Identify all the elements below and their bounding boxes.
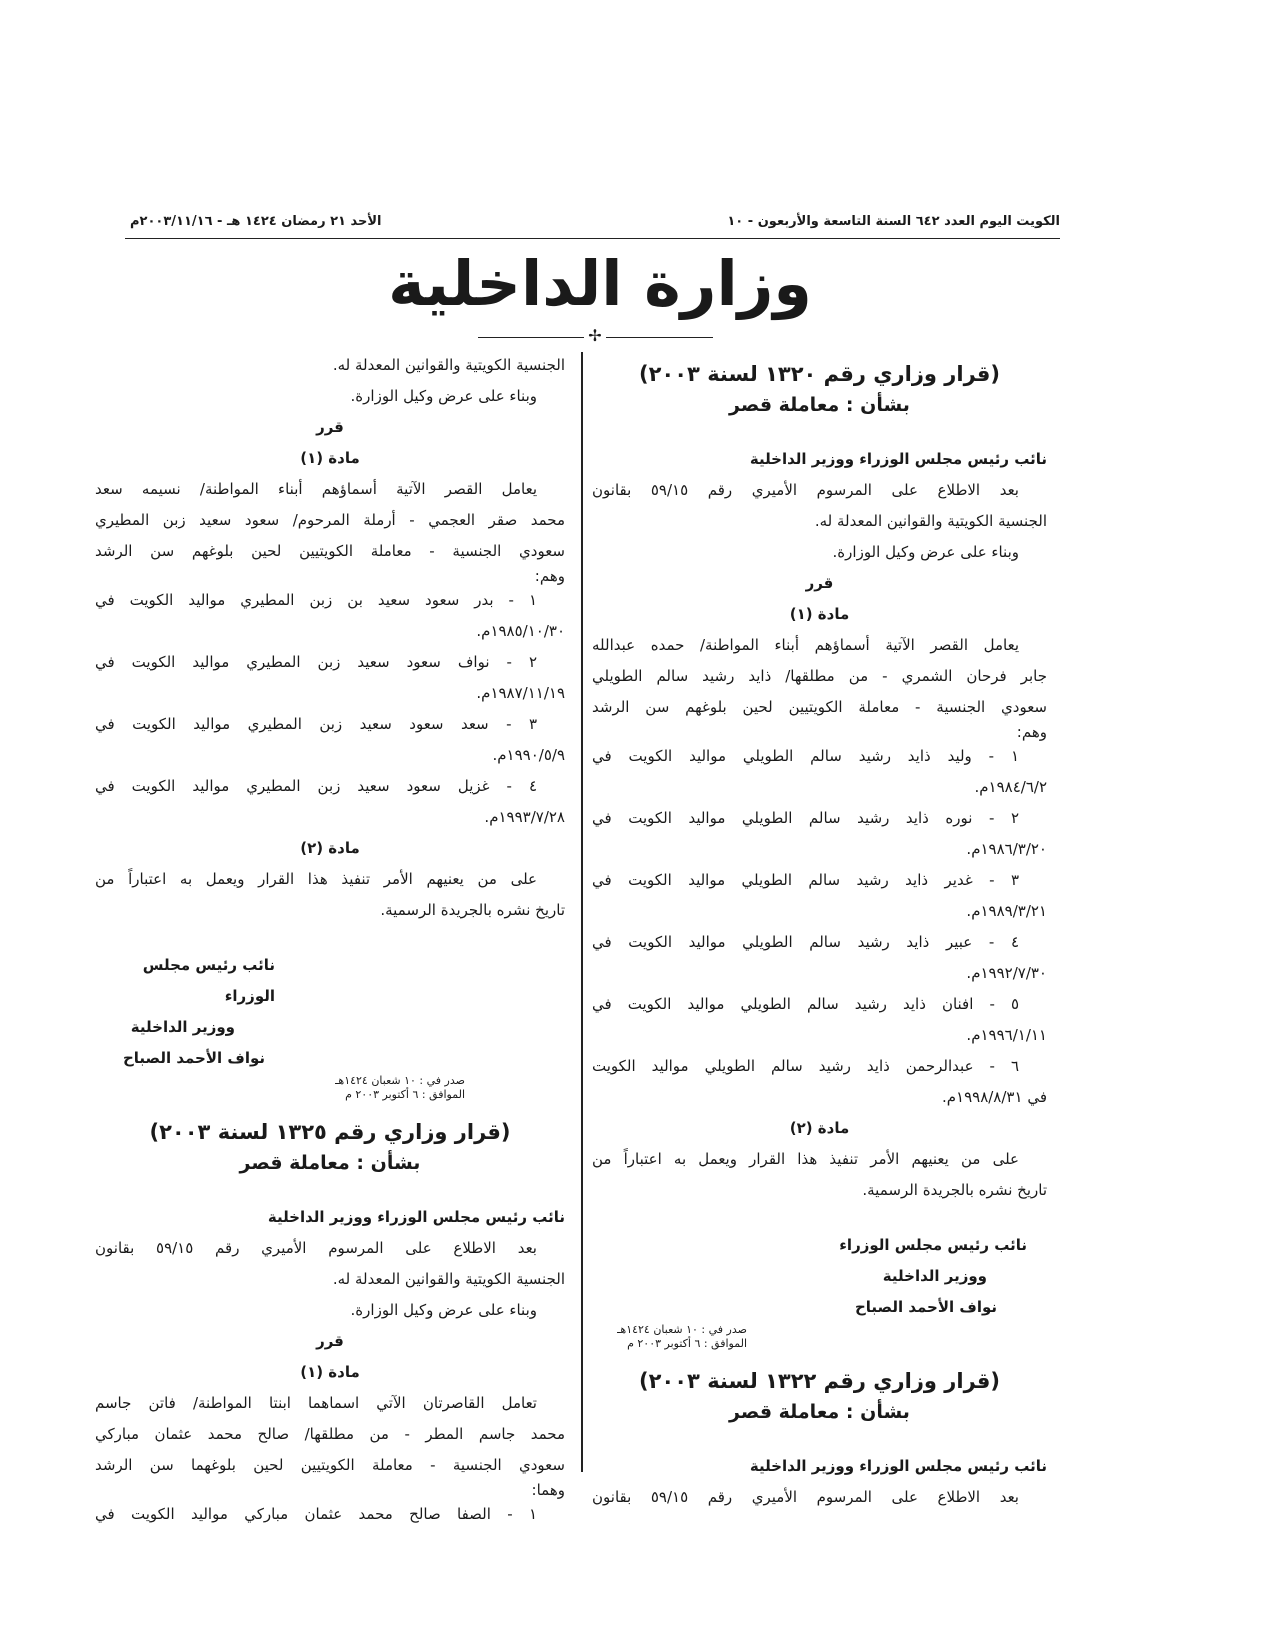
issue-date-gregorian: الموافق : ٦ أكتوبر ٢٠٠٣ م xyxy=(345,1088,465,1101)
list-item-date: ١٩٩٠/٥/٩م. xyxy=(492,746,565,764)
body-line: يعامل القصر الآتية أسماؤهم أبناء المواطنة/ حمده عبدالله xyxy=(592,636,1019,654)
list-item: ٢ - نواف سعود سعيد زبن المطيري مواليد الكويت في xyxy=(95,653,537,671)
preamble-line: بعد الاطلاع على المرسوم الأميري رقم ٥٩/١٥ بقانون xyxy=(592,1488,1019,1506)
decree-title: (قرار وزاري رقم ١٣٢٢ لسنة ٢٠٠٣) xyxy=(639,1369,1000,1393)
preamble-line: الجنسية الكويتية والقوانين المعدلة له. xyxy=(332,356,565,374)
article-heading: مادة (٢) xyxy=(300,839,360,857)
list-item: ٢ - نوره ذايد رشيد سالم الطويلي مواليد الكويت في xyxy=(592,809,1019,827)
decided-heading: قرر xyxy=(316,418,344,436)
body-line: تاريخ نشره بالجريدة الرسمية. xyxy=(380,901,565,919)
list-item-date: ١٩٩٣/٧/٢٨م. xyxy=(484,808,565,826)
body-line: جابر فرحان الشمري - من مطلقها/ ذايد رشيد سالم الطويلي xyxy=(592,667,1047,685)
article-heading: مادة (٢) xyxy=(789,1119,850,1137)
signatory-name: نواف الأحمد الصباح xyxy=(854,1298,997,1316)
decree-issuer: نائب رئيس مجلس الوزراء ووزير الداخلية xyxy=(749,450,1047,468)
decided-heading: قرر xyxy=(316,1332,344,1350)
issue-date-block xyxy=(592,1323,1047,1351)
right-column xyxy=(592,358,1047,1513)
list-item: ١ - بدر سعود سعيد بن زبن المطيري مواليد الكويت في xyxy=(95,591,537,609)
signatory-title: ووزير الداخلية xyxy=(882,1267,987,1285)
decree-title: (قرار وزاري رقم ١٣٢٠ لسنة ٢٠٠٣) xyxy=(639,362,1000,386)
list-item: ١ - الصفا صالح محمد عثمان مباركي مواليد الكويت في xyxy=(95,1505,537,1523)
header-date: الأحد ٢١ رمضان ١٤٢٤ هـ - ٢٠٠٣/١١/١٦م xyxy=(130,214,382,229)
list-item-date: ١٩٨٥/١٠/٣٠م. xyxy=(476,622,565,640)
body-line: سعودي الجنسية - معاملة الكويتيين لحين بلوغهما سن الرشد xyxy=(95,1456,565,1474)
preamble-line: بعد الاطلاع على المرسوم الأميري رقم ٥٩/١٥ بقانون xyxy=(592,481,1019,499)
list-item: ٤ - عبير ذايد رشيد سالم الطويلي مواليد الكويت في xyxy=(592,933,1019,951)
preamble-line: وبناء على عرض وكيل الوزارة. xyxy=(832,543,1019,561)
list-item: ٦ - عبدالرحمن ذايد رشيد سالم الطويلي مواليد الكويت xyxy=(592,1057,1019,1075)
list-item-date: ١٩٨٦/٣/٢٠م. xyxy=(966,840,1047,858)
ministry-title: وزارة الداخلية xyxy=(388,247,812,320)
list-item-date: ١٩٨٧/١١/١٩م. xyxy=(476,684,565,702)
list-item: ٣ - سعد سعود سعيد زبن المطيري مواليد الكويت في xyxy=(95,715,537,733)
issue-date-gregorian: الموافق : ٦ أكتوبر ٢٠٠٣ م xyxy=(627,1337,747,1350)
body-line: محمد جاسم المطر - من مطلقها/ صالح محمد عثمان مباركي xyxy=(95,1425,565,1443)
body-line: سعودي الجنسية - معاملة الكويتيين لحين بلوغهم سن الرشد xyxy=(592,698,1047,716)
preamble-line: وبناء على عرض وكيل الوزارة. xyxy=(350,1301,537,1319)
body-line: على من يعنيهم الأمر تنفيذ هذا القرار ويعمل به اعتباراً من xyxy=(95,870,537,888)
preamble-line: الجنسية الكويتية والقوانين المعدلة له. xyxy=(814,512,1047,530)
decree-title: (قرار وزاري رقم ١٣٢٥ لسنة ٢٠٠٣) xyxy=(149,1120,511,1144)
issue-date-block xyxy=(95,1074,565,1102)
decree-1325 xyxy=(95,1116,565,1530)
body-line: وهم: xyxy=(1016,723,1047,741)
body-line: يعامل القصر الآتية أسماؤهم أبناء المواطنة/ نسيمه سعد xyxy=(95,480,537,498)
decree-continuation xyxy=(95,350,565,1102)
signatory-title: ووزير الداخلية xyxy=(130,1018,235,1036)
preamble-line: الجنسية الكويتية والقوانين المعدلة له. xyxy=(332,1270,565,1288)
list-item-date: ١٩٩٢/٧/٣٠م. xyxy=(966,964,1047,982)
decree-issuer: نائب رئيس مجلس الوزراء ووزير الداخلية xyxy=(749,1457,1047,1475)
issue-date-hijri: صدر في : ١٠ شعبان ١٤٢٤هـ xyxy=(335,1074,465,1087)
decided-heading: قرر xyxy=(805,574,834,592)
list-item-date: ١٩٨٤/٦/٢م. xyxy=(974,778,1047,796)
decree-issuer: نائب رئيس مجلس الوزراء ووزير الداخلية xyxy=(267,1208,565,1226)
body-line: سعودي الجنسية - معاملة الكويتيين لحين بلوغهم سن الرشد xyxy=(95,542,565,560)
list-item: ٥ - افنان ذايد رشيد سالم الطويلي مواليد الكويت في xyxy=(592,995,1019,1013)
list-item-date: ١٩٩٦/١/١١م. xyxy=(966,1026,1047,1044)
list-item: ٤ - غزيل سعود سعيد زبن المطيري مواليد الكويت في xyxy=(95,777,537,795)
left-column xyxy=(95,350,565,1530)
body-line: تاريخ نشره بالجريدة الرسمية. xyxy=(862,1181,1047,1199)
list-item-date: في ١٩٩٨/٨/٣١م. xyxy=(941,1088,1047,1106)
article-heading: مادة (١) xyxy=(789,605,850,623)
decree-subject: بشأن : معاملة قصر xyxy=(729,394,910,416)
header-rule xyxy=(125,238,1060,239)
body-line: وهما: xyxy=(531,1481,565,1499)
decree-subject: بشأن : معاملة قصر xyxy=(239,1152,421,1174)
decree-1320 xyxy=(592,358,1047,1351)
list-item: ٣ - غدير ذايد رشيد سالم الطويلي مواليد الكويت في xyxy=(592,871,1019,889)
issue-date-hijri: صدر في : ١٠ شعبان ١٤٢٤هـ xyxy=(617,1323,747,1336)
signature-block xyxy=(95,950,565,1074)
decree-1322 xyxy=(592,1365,1047,1513)
preamble-line: وبناء على عرض وكيل الوزارة. xyxy=(350,387,537,405)
list-item-date: ١٩٨٩/٣/٢١م. xyxy=(966,902,1047,920)
decree-subject: بشأن : معاملة قصر xyxy=(729,1401,910,1423)
signatory-title: نائب رئيس مجلس الوزراء xyxy=(142,956,275,1005)
body-line: محمد صقر العجمي - أرملة المرحوم/ سعود سعيد زبن المطيري xyxy=(95,511,565,529)
article-heading: مادة (١) xyxy=(300,449,360,467)
article-heading: مادة (١) xyxy=(300,1363,360,1381)
column-divider xyxy=(581,352,583,1472)
body-line: وهم: xyxy=(534,567,565,585)
signature-block xyxy=(592,1230,1047,1323)
list-item: ١ - وليد ذايد رشيد سالم الطويلي مواليد الكويت في xyxy=(592,747,1019,765)
header-issue-info: الكويت اليوم العدد ٦٤٢ السنة التاسعة والأربعون - ١٠ xyxy=(727,214,1060,229)
ornament-icon: ✢ xyxy=(584,326,606,345)
body-line: تعامل القاصرتان الآتي اسماهما ابنتا المواطنة/ فاتن جاسم xyxy=(95,1394,537,1412)
preamble-line: بعد الاطلاع على المرسوم الأميري رقم ٥٩/١٥ بقانون xyxy=(95,1239,537,1257)
signatory-title: نائب رئيس مجلس الوزراء xyxy=(839,1236,1027,1254)
signatory-name: نواف الأحمد الصباح xyxy=(122,1049,265,1067)
body-line: على من يعنيهم الأمر تنفيذ هذا القرار ويعمل به اعتباراً من xyxy=(592,1150,1019,1168)
